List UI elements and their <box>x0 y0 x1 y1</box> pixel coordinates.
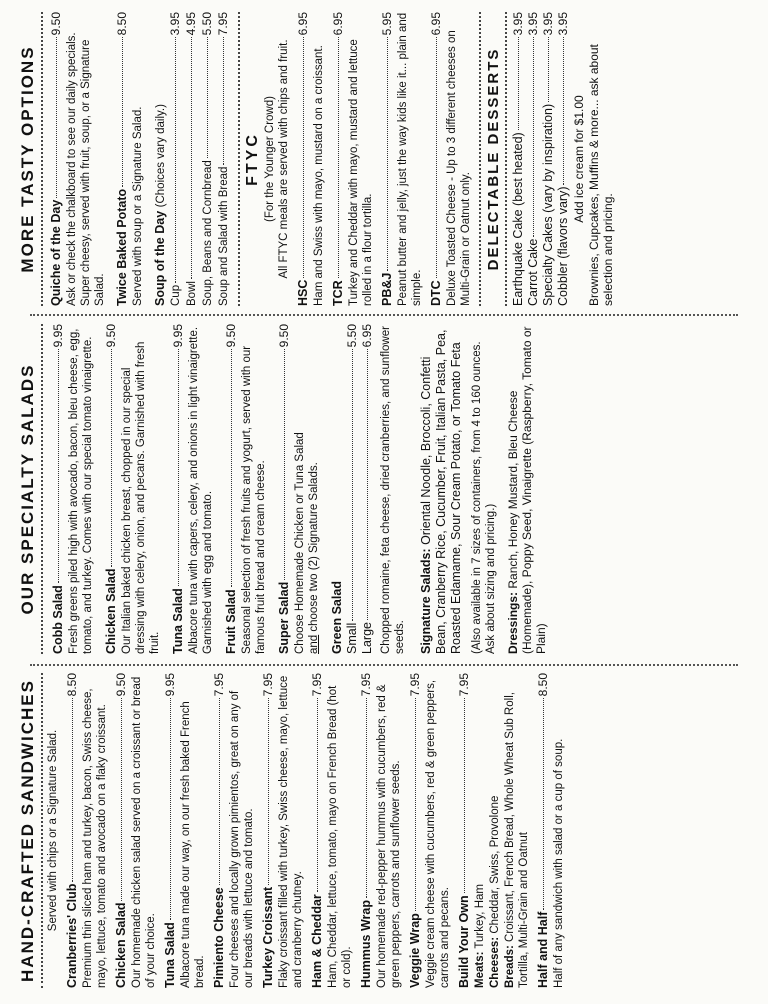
dressings <box>506 324 548 654</box>
item-price: 6.95 <box>360 324 374 348</box>
item-description: Fresh greens piled high with avocado, bacon, bleu cheese, egg, tomato, and turkey. Comes with our special tomato vinaigrette. <box>68 328 94 654</box>
item-price: 6.95 <box>429 12 443 36</box>
item-price: 3.95 <box>168 12 182 36</box>
item-name: TCR <box>331 280 345 306</box>
item-price: 9.95 <box>51 324 65 348</box>
item-price: 7.95 <box>457 673 471 697</box>
item-name: DTC <box>429 280 443 306</box>
menu-item <box>296 12 326 306</box>
item-price: 9.50 <box>277 324 291 348</box>
sandwiches-section <box>18 673 754 988</box>
menu-item <box>429 12 473 306</box>
build-your-own <box>457 673 531 988</box>
soup-of-the-day <box>153 12 232 306</box>
soup-option: Bowl <box>186 281 198 306</box>
item-description: Ham, Cheddar, lettuce, tomato, mayo on French Bread (hot or cold). <box>327 685 353 988</box>
item-description: Four cheeses and locally grown pimientos, great on any of our breads with lettuce and tomato. <box>229 690 255 988</box>
twice-baked-potato <box>115 12 145 306</box>
item-description: Choose Homemade Chicken or Tuna Salad and choose two (2) Signature Salads. <box>294 432 320 654</box>
menu-item <box>224 324 268 654</box>
dressings-list: Ranch, Honey Mustard, Bleu Cheese (Homemade), Poppy Seed, Vinaigrette (Raspberry, Tomato or Plain) <box>506 326 548 654</box>
item-price: 7.95 <box>261 673 275 697</box>
item-name: PB&J <box>380 272 394 306</box>
item-price: 7.95 <box>216 12 230 36</box>
menu-item <box>163 673 207 988</box>
item-price: 3.95 <box>556 12 570 36</box>
sizes-note: (Also available in 7 sizes of containers, from 4 to 160 ounces. Ask about sizing and pricing.) <box>471 341 497 654</box>
item-price: 5.95 <box>380 12 394 36</box>
item-description: Our Italian baked chicken breast, chopped in our special dressing with celery, onion, and pecans. Garnished with fresh fruit. <box>121 341 161 654</box>
item-name: Tuna Salad <box>163 922 177 988</box>
item-price: 4.95 <box>184 12 198 36</box>
byo-breads: Breads: Croissant, French Bread, Whole Wheat Sub Roll, Tortilla, Multi-Grain and Oatnut <box>504 692 530 988</box>
item-name: Fruit Salad <box>224 589 238 654</box>
item-name: Green Salad <box>330 581 344 654</box>
item-name: Hummus Wrap <box>359 900 373 988</box>
section-divider <box>41 324 43 654</box>
item-name: Tuna Salad <box>171 588 185 654</box>
item-description: Veggie cream cheese with cucumbers, red & green peppers, carrots and pecans. <box>425 679 451 988</box>
item-name: Super Salad <box>277 581 291 654</box>
desserts-title: DELECTABLE DESSERTS <box>485 47 502 271</box>
item-description: Our homemade chicken salad served on a croissant or bread of your choice. <box>131 676 157 988</box>
size-label: Small <box>345 622 359 654</box>
ftyc-title: FTYC <box>244 132 261 186</box>
options-title: MORE TASTY OPTIONS <box>18 45 37 273</box>
item-price: 8.50 <box>65 673 79 697</box>
item-name: Ham & Cheddar <box>310 894 324 988</box>
section-divider <box>238 12 240 306</box>
item-description: Chopped romaine, feta cheese, dried cranberries, and sunflower seeds. <box>380 326 406 654</box>
menu-item <box>331 12 375 306</box>
item-name: Chicken Salad <box>114 902 128 988</box>
dessert-extra: Brownies, Cupcakes, Muffins & more... ask about selection and pricing. <box>587 44 615 306</box>
quiche <box>49 12 107 306</box>
options-section <box>18 12 754 306</box>
sandwiches-title: HAND-CRAFTED SANDWICHES <box>18 679 37 982</box>
item-description: Albacore tuna with capers, celery, and onions in light vinaigrette. Garnished with egg and tomato. <box>188 326 214 654</box>
item-name: Half and Half <box>536 911 550 988</box>
item-description: Albacore tuna made our way, on our fresh baked French bread. <box>180 701 206 988</box>
menu-item <box>171 324 215 654</box>
item-name: Cranberries' Club <box>65 883 79 988</box>
item-description: Ham and Swiss with mayo, mustard on a croissant. <box>313 45 325 306</box>
menu-item <box>359 673 403 988</box>
menu-item <box>310 673 354 988</box>
item-price: 3.95 <box>541 12 555 36</box>
column-divider <box>30 664 738 666</box>
item-price: 9.95 <box>171 324 185 348</box>
menu-item <box>212 673 256 988</box>
item-price: 6.95 <box>331 12 345 36</box>
item-name: Pimiento Cheese <box>212 887 226 988</box>
item-price: 7.95 <box>212 673 226 697</box>
sandwiches-subtitle: Served with chips or a Signature Salad. <box>47 729 59 932</box>
menu-item <box>261 673 305 988</box>
item-price: 9.50 <box>114 673 128 697</box>
item-price: 3.95 <box>511 12 525 36</box>
item-price: 6.95 <box>296 12 310 36</box>
size-label: Large <box>360 622 374 654</box>
ftyc-note: All FTYC meals are served with chips and fruit. <box>278 39 290 279</box>
item-description: Our homemade red-pepper hummus with cucumbers, red & green peppers, carrots and sunflower seeds. <box>376 684 402 988</box>
item-name: Cobb Salad <box>51 585 65 654</box>
item-description: Ask or check the chalkboard to see our daily specials. Super cheesy, served with fruit, soup, or a Signature Salad. <box>66 32 106 306</box>
byo-cheeses: Cheeses: Cheddar, Swiss, Provolone <box>489 795 501 988</box>
item-name: Twice Baked Potato <box>115 188 129 306</box>
signature-label: Signature Salads: <box>419 548 433 654</box>
signature-list: Oriental Noodle, Broccoli, Confetti Bean, Cranberry Rice, Cucumber, Fruit, Italian Pasta, Pea, Roasted Edamame, Sour Cream Potato, or Tomato Feta <box>419 329 463 654</box>
section-divider <box>505 12 507 306</box>
item-price: 9.50 <box>49 12 63 36</box>
column-divider <box>30 314 738 316</box>
green-salad <box>330 324 407 654</box>
signature-salads <box>419 324 498 654</box>
menu-item <box>104 324 162 654</box>
byo-meats: Meats: Turkey, Ham <box>474 884 486 988</box>
item-price: 9.50 <box>104 324 118 348</box>
item-price: 8.50 <box>536 673 550 697</box>
section-divider <box>41 673 43 988</box>
dessert-name: Cobbler (flavors vary) <box>556 186 570 306</box>
menu-item <box>65 673 109 988</box>
item-price: 9.50 <box>224 324 238 348</box>
item-price: 9.95 <box>163 673 177 697</box>
item-price: 8.50 <box>115 12 129 36</box>
dessert-name: Carrot Cake <box>526 238 540 306</box>
salads-section <box>18 324 754 654</box>
item-description: Peanut butter and jelly, just the way kids like it... plain and simple. <box>397 12 423 306</box>
desserts-list <box>511 12 615 306</box>
menu-item <box>408 673 452 988</box>
menu-item <box>536 673 566 988</box>
dessert-name: Earthquake Cake (best heated) <box>511 132 525 306</box>
soup-option: Soup and Salad with Bread <box>218 166 230 306</box>
item-price: 7.95 <box>359 673 373 697</box>
item-name: HSC <box>296 279 310 306</box>
super-salad <box>277 324 321 654</box>
item-description: Half of any sandwich with salad or a cup of soup. <box>553 738 565 988</box>
item-description: Deluxe Toasted Cheese - Up to 3 different cheeses on Multi-Grain or Oatnut only. <box>446 30 472 306</box>
item-price: 7.95 <box>310 673 324 697</box>
ftyc-subtitle: (For the Younger Crowd) <box>264 96 276 222</box>
ice-cream-note: Add ice cream for $1.00 <box>572 95 586 223</box>
menu-item <box>114 673 158 988</box>
item-name: Veggie Wrap <box>408 913 422 988</box>
section-divider <box>479 12 481 306</box>
item-name: Chicken Salad <box>104 568 118 654</box>
menu-item <box>380 12 424 306</box>
soup-option: Cup <box>170 284 182 306</box>
soup-note: (Choices vary daily.) <box>155 104 167 208</box>
item-name: Soup of the Day <box>153 210 167 306</box>
soup-option: Soup, Beans and Cornbread <box>202 160 214 306</box>
item-price: 3.95 <box>526 12 540 36</box>
item-price: 5.50 <box>200 12 214 36</box>
item-description: Seasonal selection of fresh fruits and yogurt, served with our famous fruit bread and cream cheese. <box>241 345 267 654</box>
item-description: Premium thin sliced ham and turkey, bacon, Swiss cheese, mayo, lettuce, tomato and avocado on a flaky croissant. <box>82 688 108 988</box>
dressings-label: Dressings: <box>506 591 520 654</box>
item-description: Flaky croissant filled with turkey, Swiss cheese, mayo, lettuce and cranberry chutney. <box>278 675 304 988</box>
item-price: 5.50 <box>345 324 359 348</box>
dessert-name: Specialty Cakes (vary by inspiration) <box>541 103 555 306</box>
item-name: Quiche of the Day <box>49 199 63 306</box>
salads-title: OUR SPECIALTY SALADS <box>18 363 37 615</box>
item-name: Build Your Own <box>457 895 471 988</box>
section-divider <box>41 12 43 306</box>
item-description: Served with soup or a Signature Salad. <box>132 106 144 306</box>
item-price: 7.95 <box>408 673 422 697</box>
item-description: Turkey and Cheddar with mayo, mustard and lettuce rolled in a flour tortilla. <box>348 39 374 306</box>
menu-item <box>51 324 95 654</box>
item-name: Turkey Croissant <box>261 886 275 988</box>
